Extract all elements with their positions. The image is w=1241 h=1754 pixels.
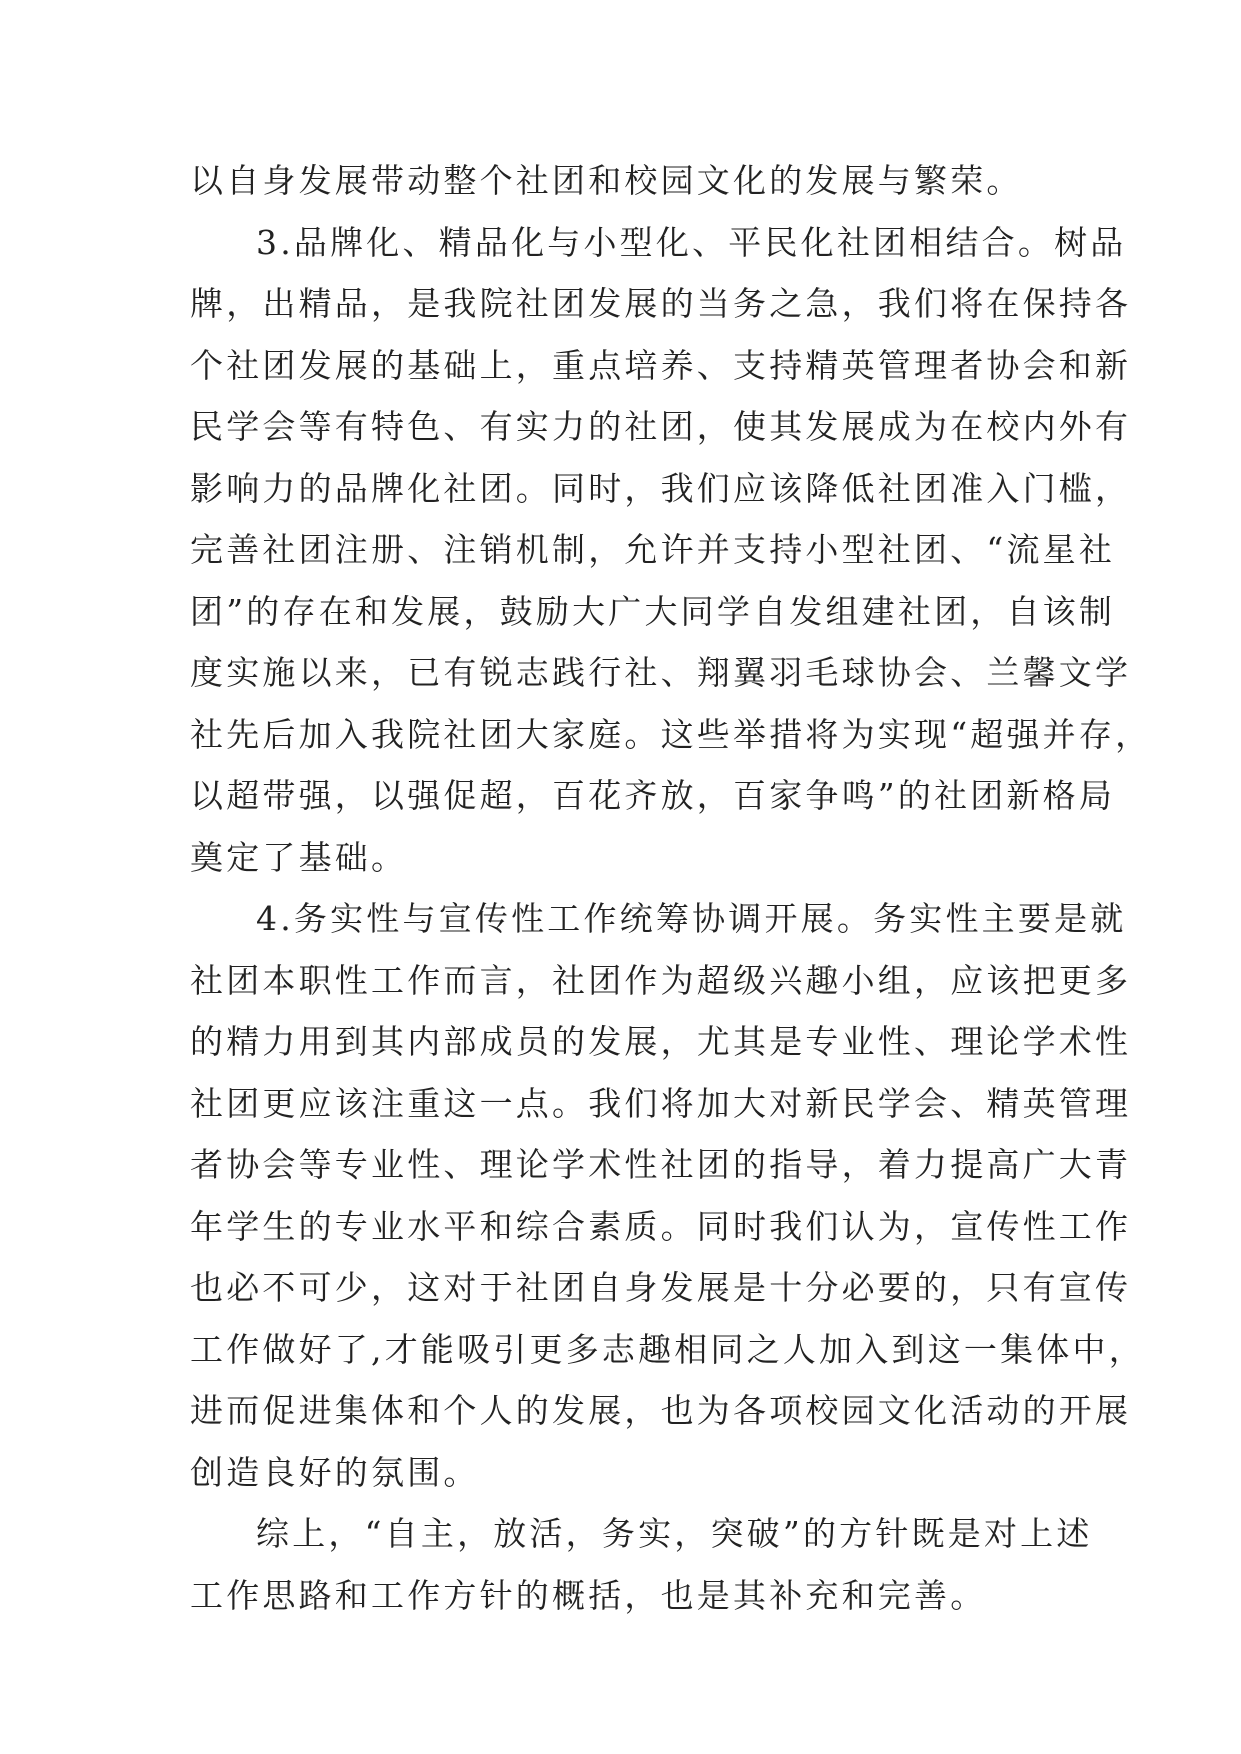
text-line: 者协会等专业性、理论学术性社团的指导，着力提高广大青	[190, 1145, 1132, 1184]
text-line: 奠定了基础。	[190, 837, 408, 877]
text-line: 也必不可少，这对于社团自身发展是十分必要的，只有宣传	[190, 1268, 1132, 1307]
document-body	[190, 150, 1152, 1626]
text-line: 以自身发展带动整个社团和校园文化的发展与繁荣。	[190, 161, 1023, 200]
text-line: 工作做好了,才能吸引更多志趣相同之人加入到这一集体中，	[190, 1329, 1145, 1369]
text-line: 牌，出精品，是我院社团发展的当务之急，我们将在保持各	[190, 284, 1132, 323]
text-line: 个社团发展的基础上，重点培养、支持精英管理者协会和新	[190, 345, 1132, 385]
text-line: 影响力的品牌化社团。同时，我们应该降低社团准入门槛，	[190, 468, 1132, 508]
text-line: 社团本职性工作而言，社团作为超级兴趣小组，应该把更多	[190, 960, 1132, 1000]
text-line: 的精力用到其内部成员的发展，尤其是专业性、理论学术性	[190, 1022, 1132, 1061]
text-line: 团”的存在和发展，鼓励大广大同学自发组建社团，自该制	[190, 591, 1116, 631]
text-line: 社先后加入我院社团大家庭。这些举措将为实现“超强并存，	[190, 714, 1152, 754]
text-line: 工作思路和工作方针的概括，也是其补充和完善。	[190, 1575, 987, 1615]
text-line: 以超带强，以强促超，百花齐放，百家争鸣”的社团新格局	[190, 776, 1116, 815]
text-line: 社团更应该注重这一点。我们将加大对新民学会、精英管理	[190, 1083, 1132, 1123]
summary-first-line: 综上，“自主，放活，务实，突破”的方针既是对上述	[256, 1514, 1093, 1553]
paragraph-3-first-line: 3.品牌化、精品化与小型化、平民化社团相结合。树品	[256, 222, 1127, 262]
text-line: 度实施以来，已有锐志践行社、翔翼羽毛球协会、兰馨文学	[190, 653, 1132, 692]
text-line: 民学会等有特色、有实力的社团，使其发展成为在校内外有	[190, 407, 1132, 446]
text-line: 完善社团注册、注销机制，允许并支持小型社团、“流星社	[190, 530, 1116, 569]
paragraph-4-first-line: 4.务实性与宣传性工作统筹协调开展。务实性主要是就	[256, 899, 1127, 938]
text-line: 进而促进集体和个人的发展，也为各项校园文化活动的开展	[190, 1391, 1132, 1430]
text-line: 年学生的专业水平和综合素质。同时我们认为，宣传性工作	[190, 1206, 1132, 1246]
text-line: 创造良好的氛围。	[190, 1452, 480, 1492]
